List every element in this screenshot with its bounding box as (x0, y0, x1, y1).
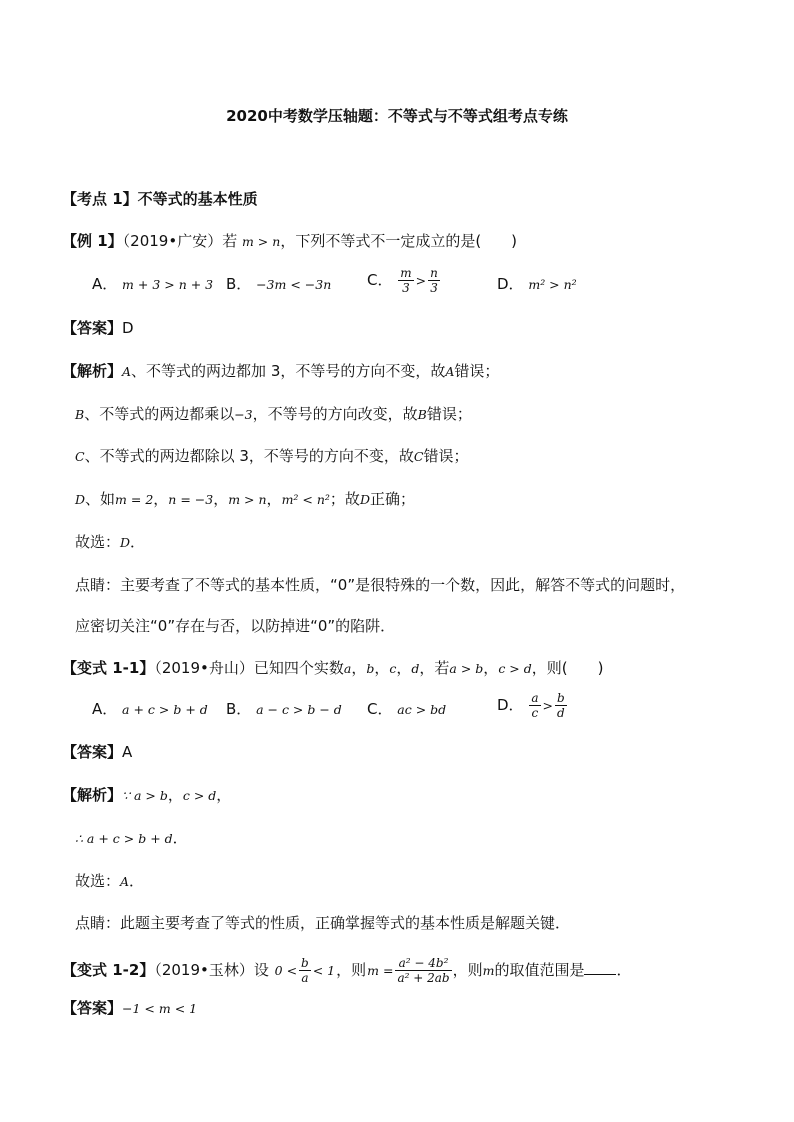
example-1-rest: ，下列不等式不一定成立的是( ) (280, 232, 518, 250)
variant-1-1-tag: 【变式 1-1】 (62, 659, 155, 677)
analysis-tag: 【解析】 (62, 362, 123, 380)
variant-1-1-comment: 点睛：此题主要考查了等式的性质，正确掌握等式的基本性质是解题关键． (75, 914, 571, 932)
example-1-option-d (497, 274, 577, 295)
kaodian-text: 不等式的基本性质 (137, 190, 258, 208)
variant-1-1-option-a: A． a + c > b + d (92, 700, 208, 718)
option-expr: m + 3 > n + 3 (122, 277, 214, 292)
variant-1-1-question: 【变式 1-1】（2019•舟山）已知四个实数a，b，c，d，若a > b，c > d，则( ) (62, 659, 604, 677)
variant-1-1-option-b: B． a − c > b − d (226, 700, 342, 718)
variant-1-1-analysis: 【解析】∵ a > b，c > d， (62, 786, 232, 804)
example-1-analysis-b: B、不等式的两边都乘以−3，不等号的方向改变，故B错误； (75, 405, 472, 423)
option-expr: m² > n² (528, 277, 577, 292)
example-1-option-b (226, 274, 331, 295)
example-1-comment-1: 点睛：主要考查了不等式的基本性质，“0”是很特殊的一个数，因此，解答不等式的问题时， (75, 576, 686, 594)
variant-1-2-tag: 【变式 1-2】 (62, 961, 155, 979)
answer-blank[interactable] (584, 960, 616, 975)
variant-1-1-select: 故选：A． (75, 872, 145, 890)
example-1-analysis-a: 【解析】A、不等式的两边都加 3，不等号的方向不变，故A错误； (62, 362, 500, 380)
page-title: 2020中考数学压轴题：不等式与不等式组考点专练 (226, 107, 568, 125)
kaodian-heading (62, 189, 258, 209)
answer-value: D (122, 319, 134, 337)
fraction: $\frac{\text{a² − 4b²}}{\text{a² + 2ab}}$ (397, 956, 450, 985)
variant-1-1-answer: 【答案】A (62, 743, 133, 761)
variant-1-1-option-c: C． ac > bd (367, 700, 447, 718)
example-1-condition: m > n (241, 234, 281, 249)
variant-1-2-answer: 【答案】−1 < m < 1 (62, 999, 198, 1017)
fraction: $\frac{b}{d}$ (556, 691, 565, 720)
example-1-option-a (92, 274, 213, 295)
example-1-answer (62, 318, 134, 338)
answer-tag: 【答案】 (62, 319, 123, 337)
example-1-analysis-c: C、不等式的两边都除以 3，不等号的方向不变，故C错误； (75, 447, 469, 465)
option-label: D． (497, 275, 524, 293)
example-1-question (62, 231, 517, 252)
variant-1-1-therefore: ∴ a + c > b + d． (75, 829, 188, 847)
variant-1-2-question: 【变式 1-2】（2019•玉林）设 0 < $\frac{b}{a}$ < 1，则m = $\frac{\text{a² − 4b²}}{\text{a² + 2ab}}$ ，则m的取值范围是 ． (62, 956, 632, 985)
fraction: $\frac{n}{3}$ (430, 266, 438, 295)
fraction: $\frac{b}{a}$ (301, 956, 309, 985)
example-1-analysis-d: D、如m = 2，n = −3，m > n，m² < n²；故D正确； (75, 490, 415, 508)
fraction: $\frac{m}{3}$ (400, 266, 412, 295)
fraction: $\frac{a}{c}$ (531, 691, 539, 720)
option-label: A． (92, 275, 118, 293)
option-label: C． (367, 271, 393, 289)
example-1-select: 故选：D． (75, 533, 146, 551)
example-1-option-c: C． $\frac{m}{3}$ > $\frac{n}{3}$ (367, 266, 438, 295)
kaodian-tag: 【考点 1】 (62, 190, 138, 208)
variant-1-1-option-d: D． $\frac{a}{c}$ > $\frac{b}{d}$ (497, 691, 565, 720)
example-1-comment-2: 应密切关注“0”存在与否，以防掉进“0”的陷阱． (75, 617, 396, 635)
option-expr: −3m < −3n (256, 277, 332, 292)
option-label: B． (226, 275, 252, 293)
example-1-tag: 【例 1】 (62, 232, 123, 250)
example-1-source: （2019•广安）若 (122, 232, 238, 250)
